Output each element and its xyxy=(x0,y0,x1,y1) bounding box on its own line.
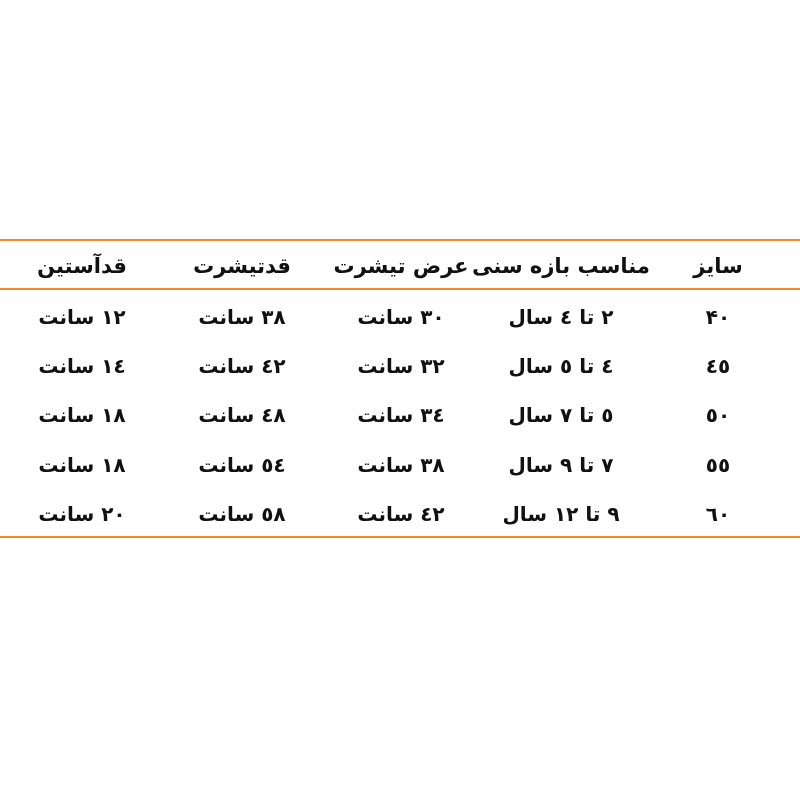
cell-age-range: ٥ تا ٧ سال xyxy=(508,403,614,427)
header-age-range: مناسب بازه سنی xyxy=(472,254,650,278)
cell-sleeve-length: ۱۸ سانت xyxy=(38,403,126,427)
cell-sleeve-length: ١٤ سانت xyxy=(38,354,126,378)
cell-shirt-width: ۳۲ سانت xyxy=(357,354,445,378)
cell-shirt-length: ۳۸ سانت xyxy=(198,305,286,329)
cell-age-range: ۲ تا ٤ سال xyxy=(508,305,614,329)
cell-size: ٦٠ xyxy=(705,502,731,526)
header-shirt-length: قدتیشرت xyxy=(193,254,291,278)
cell-sleeve-length: ۱۲ سانت xyxy=(38,305,126,329)
header-shirt-width: عرض تیشرت xyxy=(333,254,469,278)
cell-shirt-length: ٤۲ سانت xyxy=(198,354,286,378)
cell-shirt-length: ٤٨ سانت xyxy=(198,403,286,427)
cell-size: ۴۰ xyxy=(705,305,731,329)
cell-shirt-width: ٤۲ سانت xyxy=(357,502,445,526)
cell-size: ٤٥ xyxy=(705,354,731,378)
cell-age-range: ٤ تا ٥ سال xyxy=(508,354,614,378)
cell-age-range: ۹ تا ۱۲ سال xyxy=(502,502,620,526)
cell-age-range: ٧ تا ٩ سال xyxy=(508,453,614,477)
cell-shirt-length: ٥٨ سانت xyxy=(198,502,286,526)
cell-shirt-width: ۳٤ سانت xyxy=(357,403,445,427)
cell-shirt-length: ٥٤ سانت xyxy=(198,453,286,477)
cell-sleeve-length: ۲۰ سانت xyxy=(38,502,126,526)
cell-sleeve-length: ۱۸ سانت xyxy=(38,453,126,477)
bottom-divider xyxy=(0,536,800,538)
cell-size: ٥٥ xyxy=(705,453,731,477)
header-divider xyxy=(0,288,800,290)
header-sleeve-length: قدآستین xyxy=(37,254,127,278)
top-divider xyxy=(0,239,800,241)
cell-shirt-width: ۳۸ سانت xyxy=(357,453,445,477)
cell-shirt-width: ۳۰ سانت xyxy=(357,305,445,329)
cell-size: ٥٠ xyxy=(705,403,731,427)
header-size: سایز xyxy=(693,254,743,278)
